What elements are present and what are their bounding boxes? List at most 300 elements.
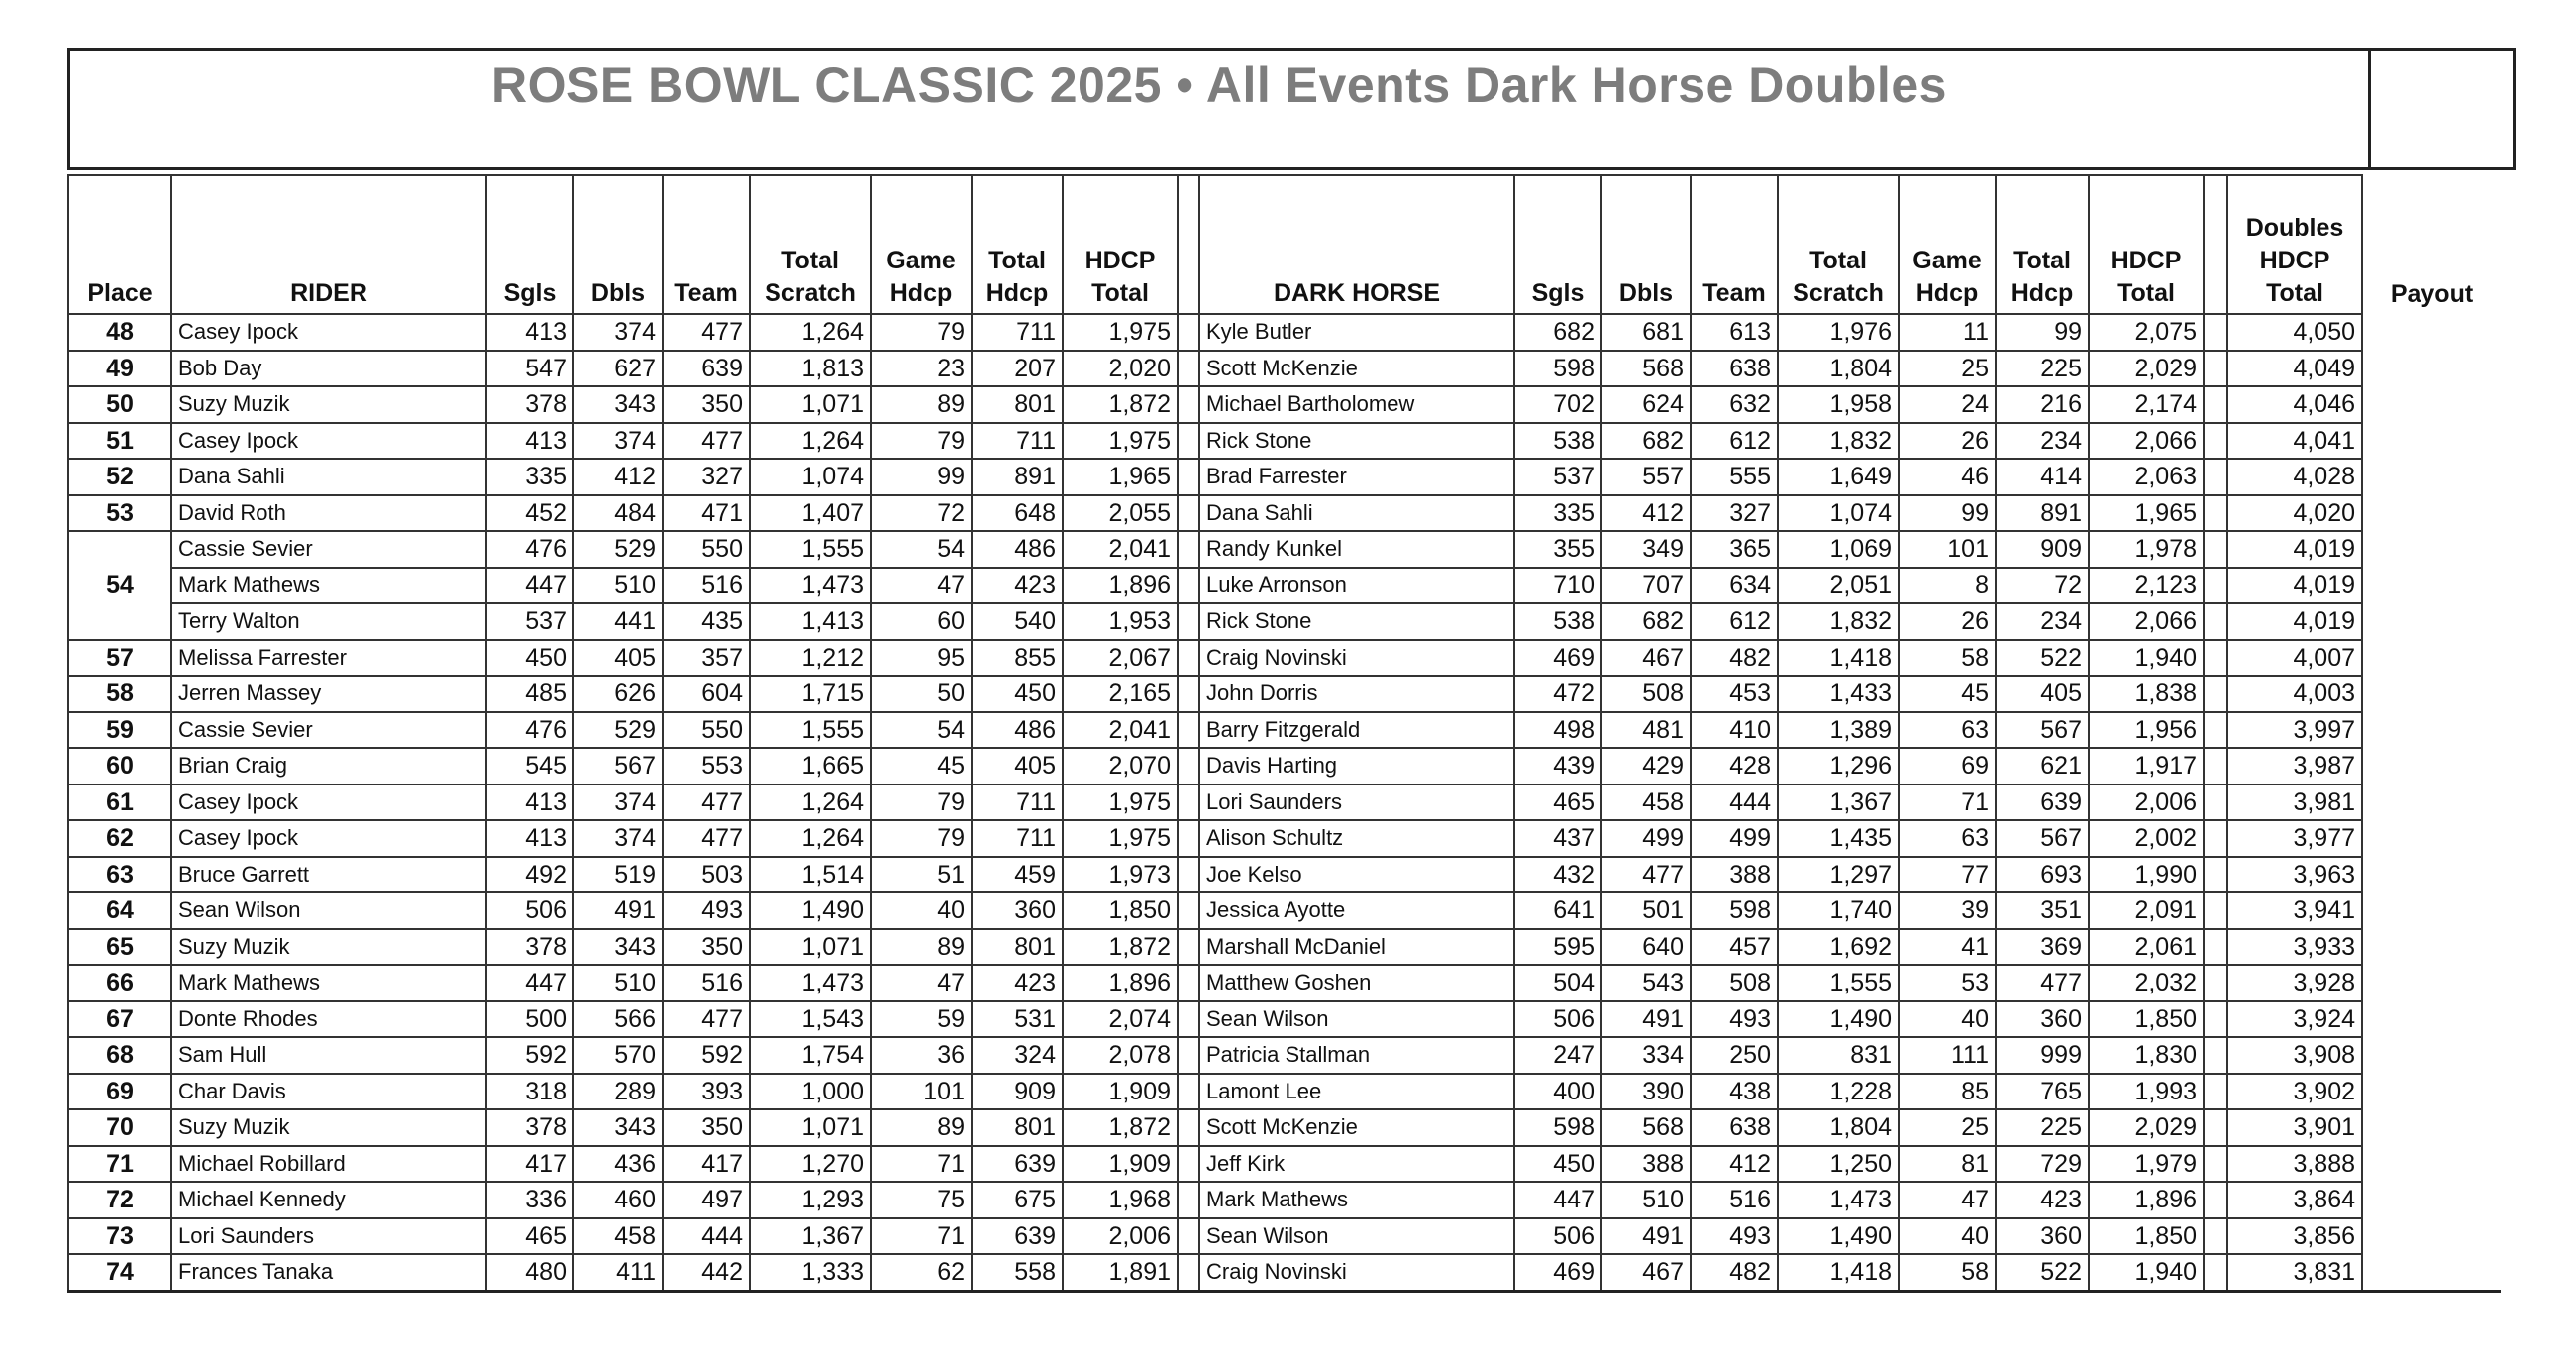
column-spacer: [2204, 1037, 2227, 1074]
doubles-total-cell: 4,028: [2227, 459, 2362, 495]
place-cell: 70: [68, 1109, 171, 1146]
dark-horse-hdcp-total-cell: 1,917: [2089, 748, 2204, 784]
dark-horse-game-hdcp-cell: 11: [1899, 314, 1996, 351]
place-cell: 71: [68, 1146, 171, 1183]
doubles-total-cell: 3,831: [2227, 1254, 2362, 1291]
dark-horse-team-cell: 499: [1691, 820, 1778, 857]
rider-sgls-cell: 378: [486, 929, 573, 966]
table-row: [68, 965, 2501, 1001]
rider-team-cell: 350: [663, 1109, 750, 1146]
dark-horse-name-cell: Kyle Butler: [1199, 314, 1514, 351]
rider-game-hdcp-cell: 79: [871, 423, 972, 460]
rider-total-scratch-cell: 1,264: [750, 423, 871, 460]
rider-total-hdcp-cell: 459: [972, 857, 1063, 893]
rider-dbls-cell: 491: [573, 892, 663, 929]
rider-sgls-cell: 506: [486, 892, 573, 929]
rider-hdcp-total-cell: 1,975: [1063, 314, 1178, 351]
rider-total-hdcp-cell: 891: [972, 459, 1063, 495]
dark-horse-team-cell: 555: [1691, 459, 1778, 495]
header-dh-hdcp-total: HDCP Total: [2089, 175, 2204, 314]
dark-horse-dbls-cell: 467: [1601, 640, 1691, 677]
doubles-total-cell: 4,049: [2227, 351, 2362, 387]
column-spacer: [2204, 784, 2227, 821]
dark-horse-hdcp-total-cell: 2,063: [2089, 459, 2204, 495]
rider-name-cell: Casey Ipock: [171, 784, 486, 821]
rider-game-hdcp-cell: 99: [871, 459, 972, 495]
rider-total-hdcp-cell: 324: [972, 1037, 1063, 1074]
dark-horse-dbls-cell: 508: [1601, 676, 1691, 712]
dark-horse-hdcp-total-cell: 1,940: [2089, 1254, 2204, 1291]
place-cell: 54: [68, 531, 171, 640]
rider-game-hdcp-cell: 47: [871, 568, 972, 604]
payout-cell: [2362, 640, 2501, 677]
place-cell: 64: [68, 892, 171, 929]
dark-horse-total-hdcp-cell: 423: [1996, 1182, 2089, 1218]
rider-name-cell: Donte Rhodes: [171, 1001, 486, 1038]
doubles-total-cell: 3,933: [2227, 929, 2362, 966]
dark-horse-total-scratch-cell: 1,473: [1778, 1182, 1899, 1218]
rider-dbls-cell: 627: [573, 351, 663, 387]
dark-horse-total-hdcp-cell: 99: [1996, 314, 2089, 351]
dark-horse-name-cell: Lamont Lee: [1199, 1074, 1514, 1110]
dark-horse-hdcp-total-cell: 2,123: [2089, 568, 2204, 604]
dark-horse-name-cell: Luke Arronson: [1199, 568, 1514, 604]
dark-horse-hdcp-total-cell: 2,029: [2089, 1109, 2204, 1146]
rider-game-hdcp-cell: 89: [871, 386, 972, 423]
column-spacer: [1178, 784, 1199, 821]
rider-total-hdcp-cell: 711: [972, 423, 1063, 460]
dark-horse-hdcp-total-cell: 1,830: [2089, 1037, 2204, 1074]
rider-sgls-cell: 447: [486, 965, 573, 1001]
rider-sgls-cell: 413: [486, 423, 573, 460]
dark-horse-name-cell: Matthew Goshen: [1199, 965, 1514, 1001]
rider-game-hdcp-cell: 62: [871, 1254, 972, 1291]
dark-horse-sgls-cell: 437: [1514, 820, 1601, 857]
dark-horse-dbls-cell: 640: [1601, 929, 1691, 966]
dark-horse-sgls-cell: 432: [1514, 857, 1601, 893]
place-cell: 51: [68, 423, 171, 460]
column-spacer: [1178, 965, 1199, 1001]
rider-dbls-cell: 374: [573, 314, 663, 351]
place-cell: 72: [68, 1182, 171, 1218]
dark-horse-hdcp-total-cell: 2,061: [2089, 929, 2204, 966]
table-row: [68, 351, 2501, 387]
dark-horse-dbls-cell: 429: [1601, 748, 1691, 784]
dark-horse-game-hdcp-cell: 41: [1899, 929, 1996, 966]
dark-horse-hdcp-total-cell: 1,978: [2089, 531, 2204, 568]
dark-horse-dbls-cell: 682: [1601, 423, 1691, 460]
dark-horse-total-hdcp-cell: 216: [1996, 386, 2089, 423]
rider-dbls-cell: 343: [573, 386, 663, 423]
rider-dbls-cell: 374: [573, 423, 663, 460]
column-spacer: [2204, 386, 2227, 423]
place-cell: 63: [68, 857, 171, 893]
rider-team-cell: 393: [663, 1074, 750, 1110]
dark-horse-total-scratch-cell: 1,740: [1778, 892, 1899, 929]
rider-team-cell: 477: [663, 784, 750, 821]
header-dh-sgls: Sgls: [1514, 175, 1601, 314]
dark-horse-game-hdcp-cell: 101: [1899, 531, 1996, 568]
doubles-total-cell: 3,941: [2227, 892, 2362, 929]
dark-horse-team-cell: 638: [1691, 1109, 1778, 1146]
rider-team-cell: 553: [663, 748, 750, 784]
standings-table: [67, 174, 2501, 1293]
rider-name-cell: Casey Ipock: [171, 423, 486, 460]
dark-horse-total-scratch-cell: 1,804: [1778, 1109, 1899, 1146]
rider-name-cell: Michael Robillard: [171, 1146, 486, 1183]
rider-total-hdcp-cell: 558: [972, 1254, 1063, 1291]
rider-game-hdcp-cell: 45: [871, 748, 972, 784]
dark-horse-team-cell: 410: [1691, 712, 1778, 749]
payout-cell: [2362, 603, 2501, 640]
dark-horse-total-scratch-cell: 1,832: [1778, 603, 1899, 640]
table-row: [68, 857, 2501, 893]
column-spacer: [1178, 712, 1199, 749]
dark-horse-total-hdcp-cell: 567: [1996, 820, 2089, 857]
dark-horse-game-hdcp-cell: 24: [1899, 386, 1996, 423]
rider-total-hdcp-cell: 801: [972, 386, 1063, 423]
dark-horse-name-cell: Jessica Ayotte: [1199, 892, 1514, 929]
rider-hdcp-total-cell: 1,896: [1063, 965, 1178, 1001]
rider-total-hdcp-cell: 423: [972, 965, 1063, 1001]
rider-total-scratch-cell: 1,473: [750, 568, 871, 604]
rider-team-cell: 350: [663, 929, 750, 966]
doubles-total-cell: 4,041: [2227, 423, 2362, 460]
dark-horse-name-cell: Rick Stone: [1199, 603, 1514, 640]
rider-total-hdcp-cell: 711: [972, 820, 1063, 857]
dark-horse-game-hdcp-cell: 46: [1899, 459, 1996, 495]
rider-total-hdcp-cell: 909: [972, 1074, 1063, 1110]
dark-horse-total-hdcp-cell: 522: [1996, 640, 2089, 677]
rider-total-hdcp-cell: 207: [972, 351, 1063, 387]
dark-horse-team-cell: 632: [1691, 386, 1778, 423]
dark-horse-game-hdcp-cell: 58: [1899, 640, 1996, 677]
dark-horse-total-hdcp-cell: 360: [1996, 1218, 2089, 1255]
dark-horse-game-hdcp-cell: 69: [1899, 748, 1996, 784]
table-row: [68, 1146, 2501, 1183]
dark-horse-dbls-cell: 477: [1601, 857, 1691, 893]
rider-total-scratch-cell: 1,264: [750, 820, 871, 857]
dark-horse-game-hdcp-cell: 63: [1899, 820, 1996, 857]
rider-hdcp-total-cell: 2,074: [1063, 1001, 1178, 1038]
dark-horse-total-hdcp-cell: 225: [1996, 1109, 2089, 1146]
payout-cell: [2362, 1182, 2501, 1218]
dark-horse-dbls-cell: 388: [1601, 1146, 1691, 1183]
rider-name-cell: Casey Ipock: [171, 820, 486, 857]
rider-hdcp-total-cell: 1,872: [1063, 386, 1178, 423]
rider-game-hdcp-cell: 54: [871, 531, 972, 568]
dark-horse-team-cell: 438: [1691, 1074, 1778, 1110]
dark-horse-name-cell: John Dorris: [1199, 676, 1514, 712]
rider-dbls-cell: 343: [573, 929, 663, 966]
column-spacer: [2204, 423, 2227, 460]
payout-cell: [2362, 1037, 2501, 1074]
dark-horse-name-cell: Michael Bartholomew: [1199, 386, 1514, 423]
rider-total-scratch-cell: 1,490: [750, 892, 871, 929]
rider-team-cell: 604: [663, 676, 750, 712]
rider-hdcp-total-cell: 1,909: [1063, 1074, 1178, 1110]
column-spacer: [1178, 1074, 1199, 1110]
dark-horse-team-cell: 250: [1691, 1037, 1778, 1074]
dark-horse-total-scratch-cell: 1,367: [1778, 784, 1899, 821]
payout-cell: [2362, 495, 2501, 532]
column-spacer: [1178, 423, 1199, 460]
dark-horse-team-cell: 428: [1691, 748, 1778, 784]
column-spacer: [1178, 748, 1199, 784]
place-cell: 68: [68, 1037, 171, 1074]
rider-sgls-cell: 318: [486, 1074, 573, 1110]
column-spacer: [1178, 820, 1199, 857]
doubles-total-cell: 4,007: [2227, 640, 2362, 677]
dark-horse-dbls-cell: 334: [1601, 1037, 1691, 1074]
rider-sgls-cell: 417: [486, 1146, 573, 1183]
dark-horse-total-scratch-cell: 1,250: [1778, 1146, 1899, 1183]
rider-total-scratch-cell: 1,754: [750, 1037, 871, 1074]
payout-cell: [2362, 1218, 2501, 1255]
table-row: [68, 314, 2501, 351]
dark-horse-team-cell: 638: [1691, 351, 1778, 387]
rider-hdcp-total-cell: 2,165: [1063, 676, 1178, 712]
dark-horse-hdcp-total-cell: 2,032: [2089, 965, 2204, 1001]
table-row: [68, 1218, 2501, 1255]
dark-horse-dbls-cell: 624: [1601, 386, 1691, 423]
dark-horse-dbls-cell: 412: [1601, 495, 1691, 532]
dark-horse-hdcp-total-cell: 1,993: [2089, 1074, 2204, 1110]
doubles-total-cell: 3,997: [2227, 712, 2362, 749]
dark-horse-sgls-cell: 469: [1514, 1254, 1601, 1291]
rider-team-cell: 442: [663, 1254, 750, 1291]
rider-hdcp-total-cell: 1,973: [1063, 857, 1178, 893]
doubles-total-cell: 3,864: [2227, 1182, 2362, 1218]
column-spacer: [1178, 640, 1199, 677]
rider-dbls-cell: 510: [573, 965, 663, 1001]
rider-team-cell: 516: [663, 568, 750, 604]
rider-total-scratch-cell: 1,555: [750, 531, 871, 568]
column-spacer: [2204, 1218, 2227, 1255]
column-spacer: [2204, 965, 2227, 1001]
dark-horse-hdcp-total-cell: 1,896: [2089, 1182, 2204, 1218]
header-payout: Payout: [2390, 280, 2474, 308]
payout-cell: [2362, 1074, 2501, 1110]
header-game-hdcp: Game Hdcp: [871, 175, 972, 314]
rider-total-scratch-cell: 1,264: [750, 784, 871, 821]
rider-hdcp-total-cell: 2,020: [1063, 351, 1178, 387]
column-spacer: [1178, 603, 1199, 640]
column-spacer: [2204, 640, 2227, 677]
dark-horse-total-hdcp-cell: 369: [1996, 929, 2089, 966]
rider-hdcp-total-cell: 1,953: [1063, 603, 1178, 640]
column-spacer: [1178, 929, 1199, 966]
rider-sgls-cell: 336: [486, 1182, 573, 1218]
dark-horse-dbls-cell: 467: [1601, 1254, 1691, 1291]
rider-sgls-cell: 592: [486, 1037, 573, 1074]
dark-horse-sgls-cell: 335: [1514, 495, 1601, 532]
rider-total-hdcp-cell: 360: [972, 892, 1063, 929]
rider-total-scratch-cell: 1,407: [750, 495, 871, 532]
rider-hdcp-total-cell: 1,872: [1063, 1109, 1178, 1146]
rider-hdcp-total-cell: 1,850: [1063, 892, 1178, 929]
dark-horse-dbls-cell: 707: [1601, 568, 1691, 604]
rider-total-scratch-cell: 1,071: [750, 386, 871, 423]
column-spacer: [2204, 603, 2227, 640]
rider-name-cell: Lori Saunders: [171, 1218, 486, 1255]
rider-dbls-cell: 374: [573, 784, 663, 821]
column-spacer: [2204, 1146, 2227, 1183]
rider-sgls-cell: 378: [486, 386, 573, 423]
table-row: [68, 640, 2501, 677]
dark-horse-sgls-cell: 506: [1514, 1218, 1601, 1255]
place-cell: 60: [68, 748, 171, 784]
column-spacer: [2204, 748, 2227, 784]
rider-name-cell: Sean Wilson: [171, 892, 486, 929]
rider-dbls-cell: 405: [573, 640, 663, 677]
dark-horse-name-cell: Davis Harting: [1199, 748, 1514, 784]
column-spacer: [1178, 857, 1199, 893]
dark-horse-hdcp-total-cell: 1,979: [2089, 1146, 2204, 1183]
rider-team-cell: 417: [663, 1146, 750, 1183]
rider-sgls-cell: 413: [486, 784, 573, 821]
rider-dbls-cell: 626: [573, 676, 663, 712]
doubles-total-cell: 4,019: [2227, 568, 2362, 604]
dark-horse-dbls-cell: 568: [1601, 351, 1691, 387]
rider-total-scratch-cell: 1,665: [750, 748, 871, 784]
place-cell: 67: [68, 1001, 171, 1038]
rider-name-cell: Jerren Massey: [171, 676, 486, 712]
table-row: [68, 459, 2501, 495]
rider-dbls-cell: 519: [573, 857, 663, 893]
dark-horse-name-cell: Marshall McDaniel: [1199, 929, 1514, 966]
doubles-total-cell: 3,977: [2227, 820, 2362, 857]
dark-horse-total-scratch-cell: 1,435: [1778, 820, 1899, 857]
column-spacer: [1178, 892, 1199, 929]
rider-total-scratch-cell: 1,413: [750, 603, 871, 640]
dark-horse-hdcp-total-cell: 2,029: [2089, 351, 2204, 387]
rider-dbls-cell: 510: [573, 568, 663, 604]
header-place: Place: [68, 175, 171, 314]
rider-sgls-cell: 447: [486, 568, 573, 604]
payout-cell: [2362, 1146, 2501, 1183]
column-spacer: [1178, 676, 1199, 712]
dark-horse-game-hdcp-cell: 77: [1899, 857, 1996, 893]
table-row: [68, 568, 2501, 604]
dark-horse-sgls-cell: 498: [1514, 712, 1601, 749]
rider-dbls-cell: 484: [573, 495, 663, 532]
dark-horse-dbls-cell: 458: [1601, 784, 1691, 821]
column-spacer: [1178, 314, 1199, 351]
dark-horse-total-hdcp-cell: 765: [1996, 1074, 2089, 1110]
column-spacer: [2204, 531, 2227, 568]
rider-team-cell: 444: [663, 1218, 750, 1255]
rider-dbls-cell: 436: [573, 1146, 663, 1183]
dark-horse-total-scratch-cell: 1,555: [1778, 965, 1899, 1001]
dark-horse-team-cell: 482: [1691, 1254, 1778, 1291]
doubles-total-cell: 3,981: [2227, 784, 2362, 821]
rider-name-cell: Cassie Sevier: [171, 531, 486, 568]
rider-dbls-cell: 529: [573, 531, 663, 568]
payout-cell: [2362, 676, 2501, 712]
rider-team-cell: 435: [663, 603, 750, 640]
rider-team-cell: 471: [663, 495, 750, 532]
dark-horse-team-cell: 613: [1691, 314, 1778, 351]
rider-total-scratch-cell: 1,071: [750, 929, 871, 966]
dark-horse-team-cell: 457: [1691, 929, 1778, 966]
column-spacer: [1178, 1001, 1199, 1038]
column-spacer: [2204, 351, 2227, 387]
dark-horse-name-cell: Alison Schultz: [1199, 820, 1514, 857]
payout-cell: [2362, 386, 2501, 423]
column-spacer: [2204, 892, 2227, 929]
dark-horse-name-cell: Scott McKenzie: [1199, 1109, 1514, 1146]
rider-total-hdcp-cell: 423: [972, 568, 1063, 604]
rider-total-scratch-cell: 1,270: [750, 1146, 871, 1183]
column-spacer: [2204, 1182, 2227, 1218]
table-row: [68, 1001, 2501, 1038]
title-divider: [2368, 51, 2371, 167]
rider-hdcp-total-cell: 2,070: [1063, 748, 1178, 784]
dark-horse-total-scratch-cell: 1,389: [1778, 712, 1899, 749]
rider-sgls-cell: 465: [486, 1218, 573, 1255]
place-cell: 49: [68, 351, 171, 387]
rider-dbls-cell: 529: [573, 712, 663, 749]
dark-horse-total-hdcp-cell: 999: [1996, 1037, 2089, 1074]
header-dh-team: Team: [1691, 175, 1778, 314]
rider-total-hdcp-cell: 675: [972, 1182, 1063, 1218]
dark-horse-team-cell: 508: [1691, 965, 1778, 1001]
header-total-scratch: Total Scratch: [750, 175, 871, 314]
rider-hdcp-total-cell: 1,968: [1063, 1182, 1178, 1218]
table-row: [68, 531, 2501, 568]
place-cell: 58: [68, 676, 171, 712]
place-cell: 73: [68, 1218, 171, 1255]
rider-total-hdcp-cell: 405: [972, 748, 1063, 784]
dark-horse-game-hdcp-cell: 26: [1899, 423, 1996, 460]
rider-team-cell: 493: [663, 892, 750, 929]
rider-hdcp-total-cell: 2,078: [1063, 1037, 1178, 1074]
table-row: [68, 892, 2501, 929]
rider-hdcp-total-cell: 2,006: [1063, 1218, 1178, 1255]
rider-sgls-cell: 335: [486, 459, 573, 495]
payout-cell: [2362, 314, 2501, 351]
rider-team-cell: 327: [663, 459, 750, 495]
dark-horse-team-cell: 612: [1691, 603, 1778, 640]
rider-team-cell: 357: [663, 640, 750, 677]
rider-sgls-cell: 450: [486, 640, 573, 677]
rider-game-hdcp-cell: 89: [871, 1109, 972, 1146]
dark-horse-team-cell: 612: [1691, 423, 1778, 460]
column-spacer: [2204, 676, 2227, 712]
rider-team-cell: 503: [663, 857, 750, 893]
rider-total-scratch-cell: 1,000: [750, 1074, 871, 1110]
doubles-total-cell: 4,050: [2227, 314, 2362, 351]
rider-dbls-cell: 411: [573, 1254, 663, 1291]
column-spacer: [2204, 712, 2227, 749]
doubles-total-cell: 4,020: [2227, 495, 2362, 532]
dark-horse-sgls-cell: 465: [1514, 784, 1601, 821]
dark-horse-team-cell: 634: [1691, 568, 1778, 604]
dark-horse-sgls-cell: 506: [1514, 1001, 1601, 1038]
dark-horse-sgls-cell: 702: [1514, 386, 1601, 423]
dark-horse-total-hdcp-cell: 891: [1996, 495, 2089, 532]
rider-game-hdcp-cell: 89: [871, 929, 972, 966]
dark-horse-game-hdcp-cell: 85: [1899, 1074, 1996, 1110]
column-spacer: [1178, 495, 1199, 532]
header-dh-dbls: Dbls: [1601, 175, 1691, 314]
rider-total-hdcp-cell: 486: [972, 712, 1063, 749]
rider-game-hdcp-cell: 23: [871, 351, 972, 387]
dark-horse-total-scratch-cell: 1,490: [1778, 1218, 1899, 1255]
dark-horse-sgls-cell: 450: [1514, 1146, 1601, 1183]
rider-game-hdcp-cell: 51: [871, 857, 972, 893]
